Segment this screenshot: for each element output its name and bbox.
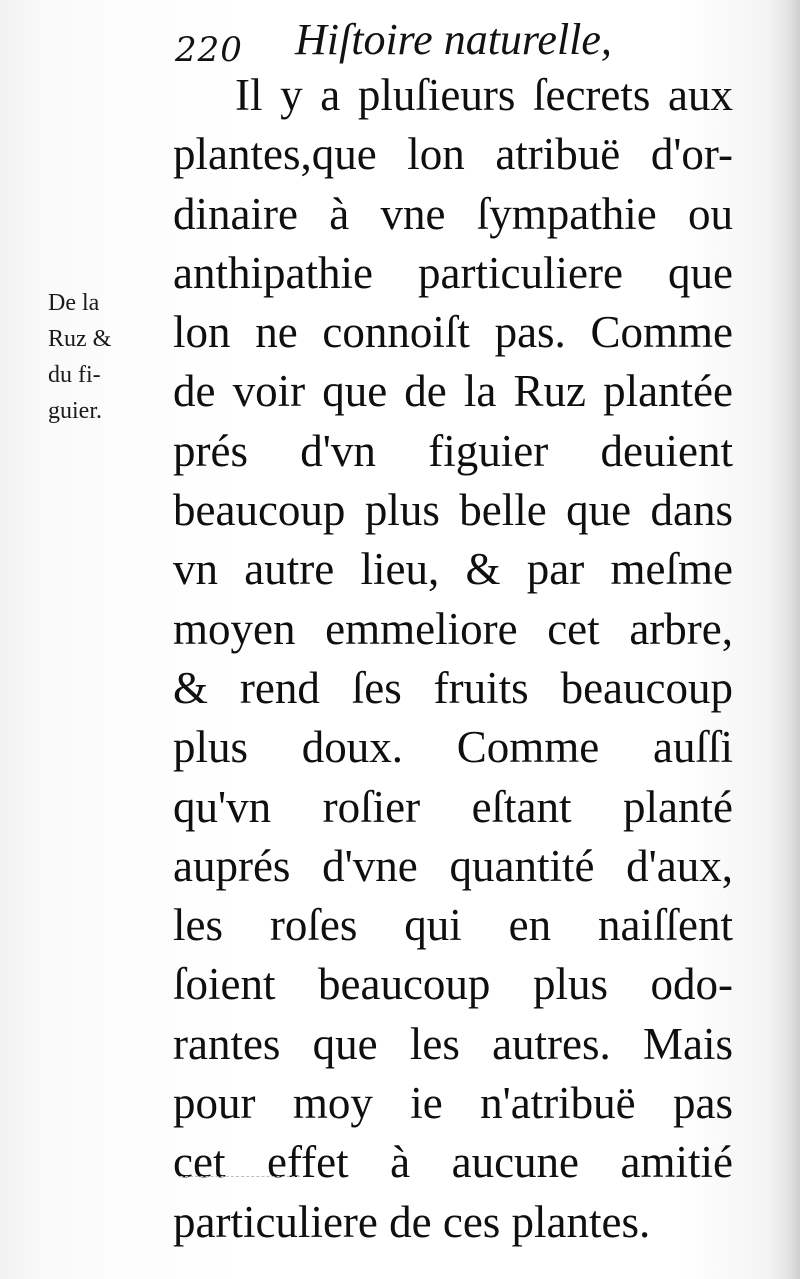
bottom-rule [180, 1176, 300, 1178]
page-edge-shadow [786, 0, 800, 1279]
margin-note-line: Ruz & [48, 326, 112, 352]
text-line: lon ne connoiſt pas. Comme [173, 307, 733, 358]
text-line: vn autre lieu, & par meſme [173, 544, 733, 595]
text-line: pour moy ie n'atribuë pas [173, 1078, 733, 1129]
margin-note [48, 285, 158, 429]
text-line: particuliere de ces plantes. [173, 1196, 651, 1247]
text-line: les roſes qui en naiſſent [173, 900, 733, 951]
margin-note-line: guier. [48, 398, 102, 424]
text-line: auprés d'vne quantité d'aux, [173, 840, 733, 891]
text-line: plus doux. Comme auſſi [173, 722, 733, 773]
text-line: beaucoup plus belle que dans [173, 485, 733, 536]
text-line: moyen emmeliore cet arbre, [173, 603, 733, 654]
body-paragraph [173, 66, 733, 1252]
text-line: anthipathie particuliere que [173, 247, 733, 298]
text-line: & rend ſes fruits beaucoup [173, 662, 733, 713]
text-line: prés d'vn figuier deuient [173, 425, 733, 476]
text-line: dinaire à vne ſympathie ou [173, 188, 733, 239]
text-line: ſoient beaucoup plus odo- [173, 959, 733, 1010]
margin-note-line: De la [48, 290, 100, 316]
text-line: qu'vn roſier eſtant planté [173, 781, 733, 832]
text-line: plantes,que lon atribuë d'or- [173, 129, 733, 180]
page-number: 220 [175, 30, 243, 70]
text-line: cet effet à aucune amitié [173, 1137, 733, 1188]
text-line: de voir que de la Ruz plantée [173, 366, 733, 417]
running-head: Hiſtoire naturelle, [295, 15, 612, 64]
page-header [175, 12, 735, 72]
margin-note-line: du fi- [48, 362, 101, 388]
text-line: Il y a pluſieurs ſecrets aux [235, 70, 733, 120]
text-line: rantes que les autres. Mais [173, 1018, 733, 1069]
